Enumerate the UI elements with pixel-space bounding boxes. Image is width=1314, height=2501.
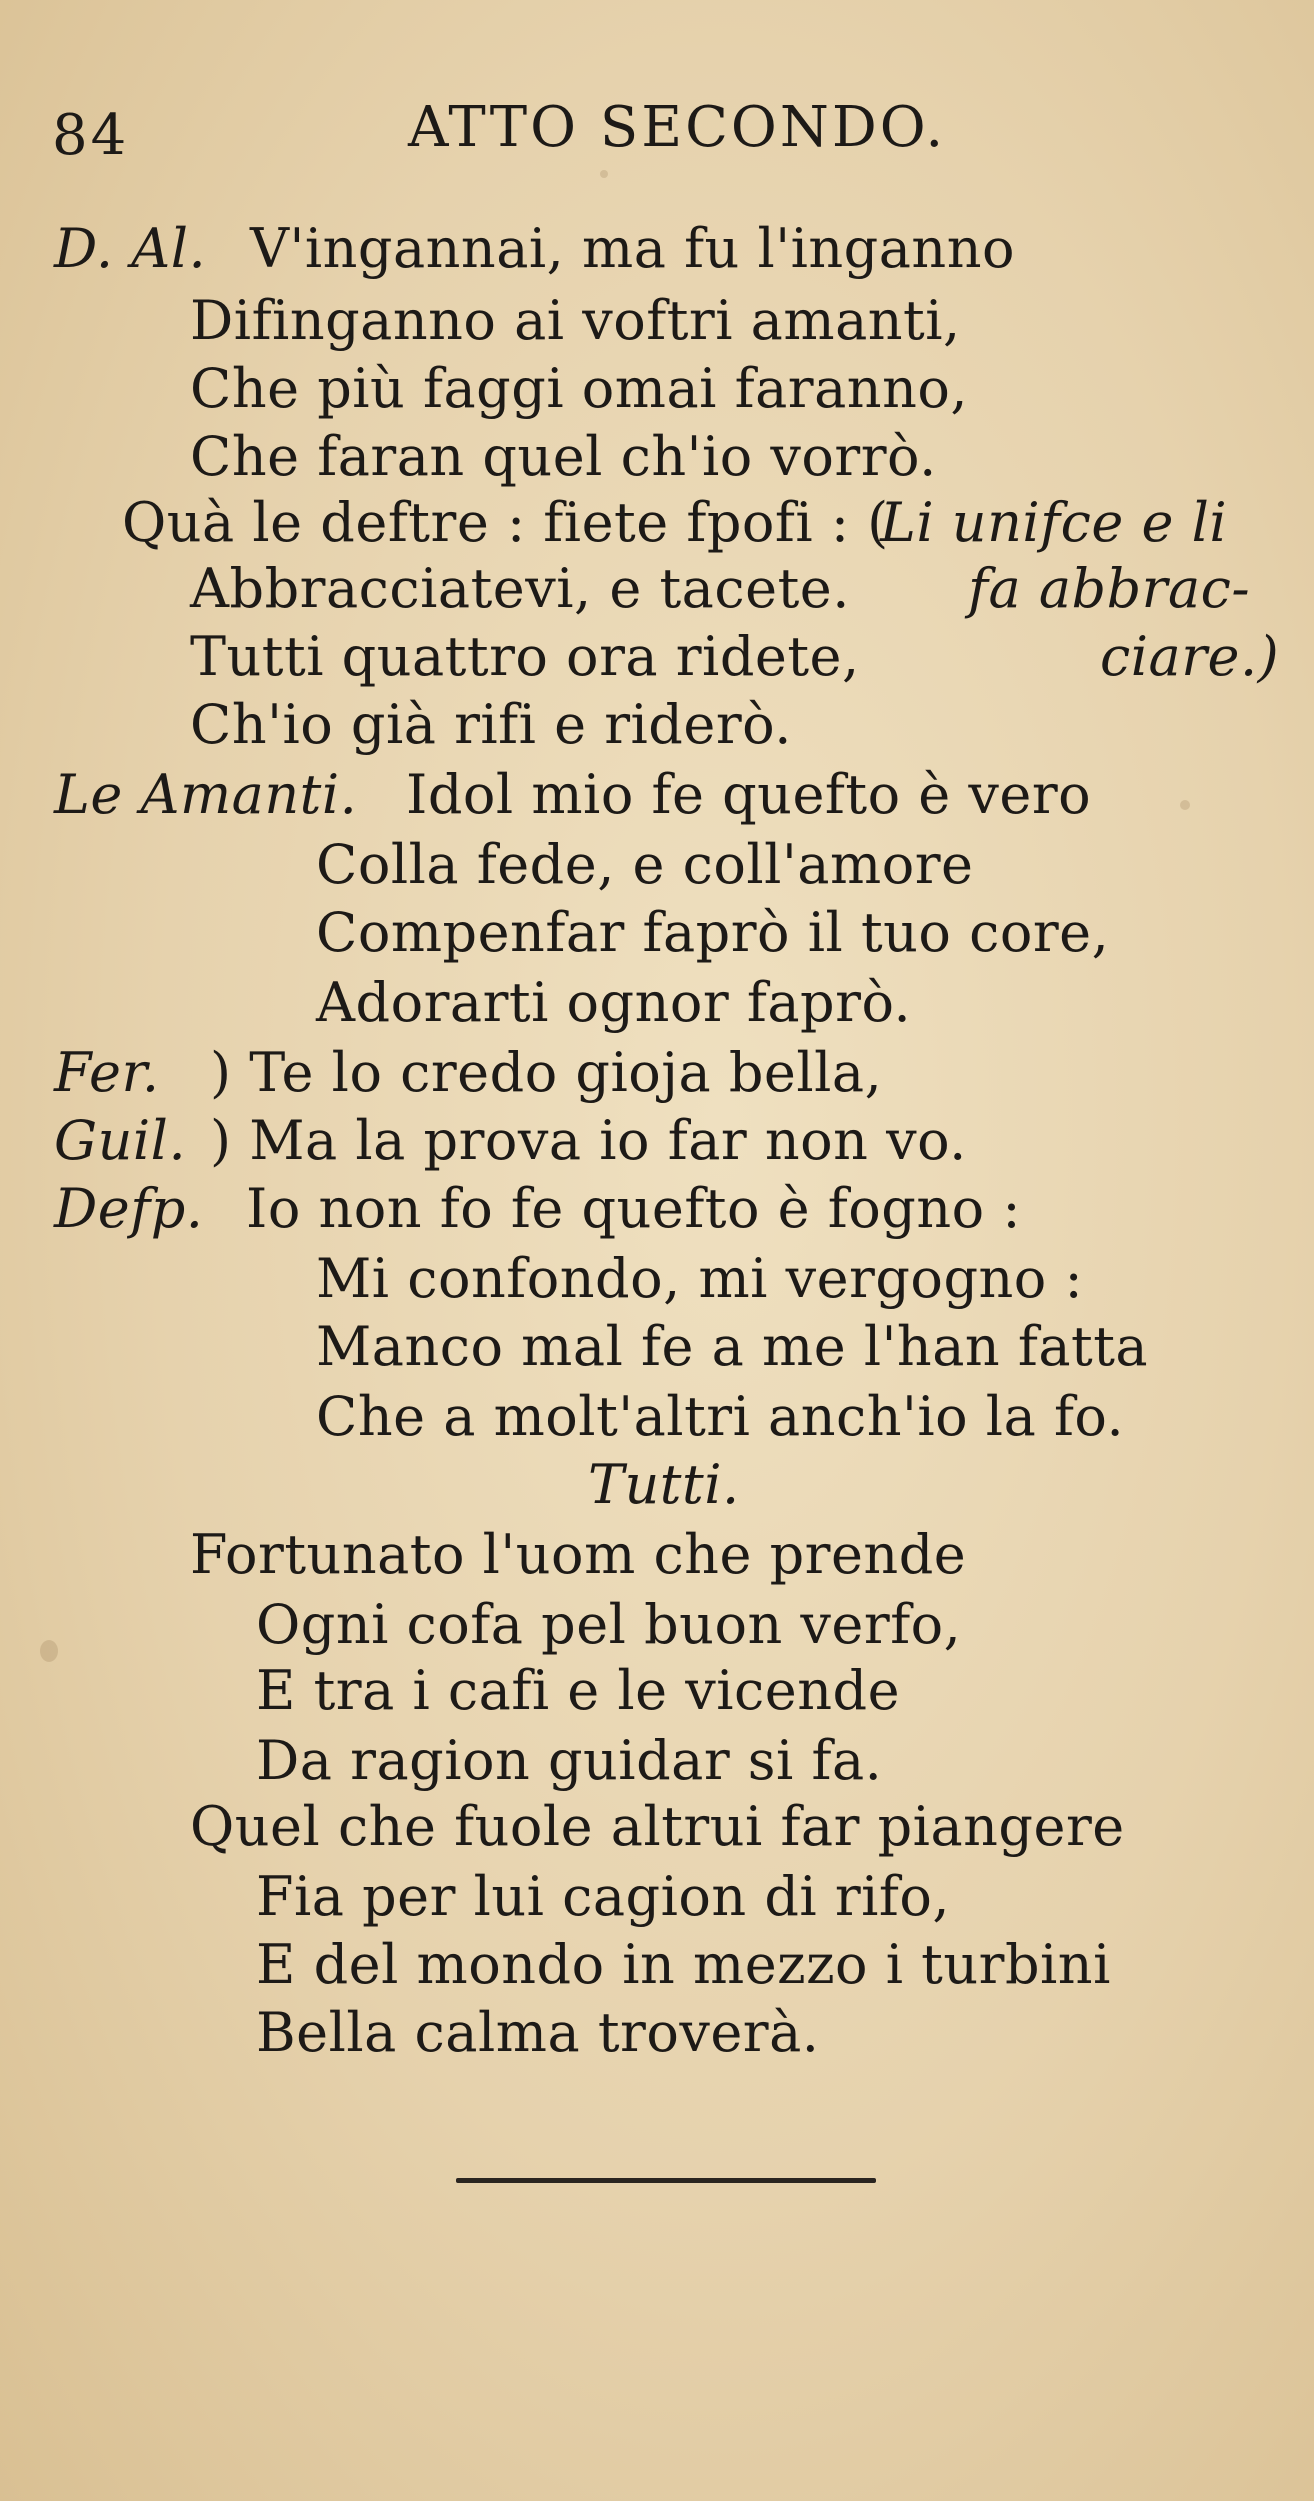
- verse-line: Quel che fuole altrui far piangere: [190, 1795, 1125, 1858]
- verse-line: Manco mal fe a me l'han fatta: [316, 1315, 1149, 1378]
- page-number: 84: [52, 103, 130, 168]
- verse-line: Tutti quattro ora ridete,: [190, 625, 860, 688]
- speaker-d-al: D. Al.: [54, 217, 207, 280]
- verse-line: Colla fede, e coll'amore: [316, 833, 974, 896]
- verse-line: Fia per lui cagion di rifo,: [256, 1865, 951, 1928]
- end-rule: [456, 2178, 876, 2183]
- verse-line: Che più faggi omai faranno,: [190, 357, 969, 420]
- verse-line: E tra i cafi e le vicende: [256, 1659, 901, 1722]
- verse-line: E del mondo in mezzo i turbini: [256, 1933, 1111, 1996]
- speaker-le-amanti: Le Amanti.: [54, 763, 358, 826]
- verse-line: V'ingannai, ma fu l'inganno: [250, 217, 1015, 280]
- running-title: ATTO SECONDO.: [408, 95, 947, 160]
- stage-direction: ciare.): [1100, 625, 1280, 688]
- verse-line: Difinganno ai voftri amanti,: [190, 289, 961, 352]
- verse-line: Ch'io già rifi e riderò.: [190, 693, 792, 756]
- verse-line: Da ragion guidar si fa.: [256, 1729, 883, 1792]
- verse-line: Quà le deftre : fiete fpofi : (: [122, 491, 889, 554]
- verse-line: ) Ma la prova io far non vo.: [210, 1109, 967, 1172]
- verse-line: Bella calma troverà.: [256, 2001, 820, 2064]
- speaker-fer: Fer.: [54, 1041, 160, 1104]
- section-heading-tutti: Tutti.: [588, 1453, 740, 1516]
- verse-line: Adorarti ognor faprò.: [316, 971, 912, 1034]
- verse-line: Idol mio fe quefto è vero: [406, 763, 1092, 826]
- verse-line: ) Te lo credo gioja bella,: [210, 1041, 883, 1104]
- verse-line: Che a molt'altri anch'io la fo.: [316, 1385, 1125, 1448]
- verse-line: Che faran quel ch'io vorrò.: [190, 425, 937, 488]
- verse-line: Ogni cofa pel buon verfo,: [256, 1593, 962, 1656]
- verse-line: Abbracciatevi, e tacete.: [190, 557, 850, 620]
- stage-direction: Li unifce e li: [880, 491, 1228, 554]
- stage-direction: fa abbrac-: [968, 557, 1251, 620]
- verse-line: Fortunato l'uom che prende: [190, 1523, 967, 1586]
- verse-line: Io non fo fe quefto è fogno :: [246, 1177, 1022, 1240]
- speaker-guil: Guil.: [54, 1109, 187, 1172]
- verse-line: Compenfar faprò il tuo core,: [316, 901, 1110, 964]
- speaker-desp: Defp.: [54, 1177, 204, 1240]
- verse-line: Mi confondo, mi vergogno :: [316, 1247, 1084, 1310]
